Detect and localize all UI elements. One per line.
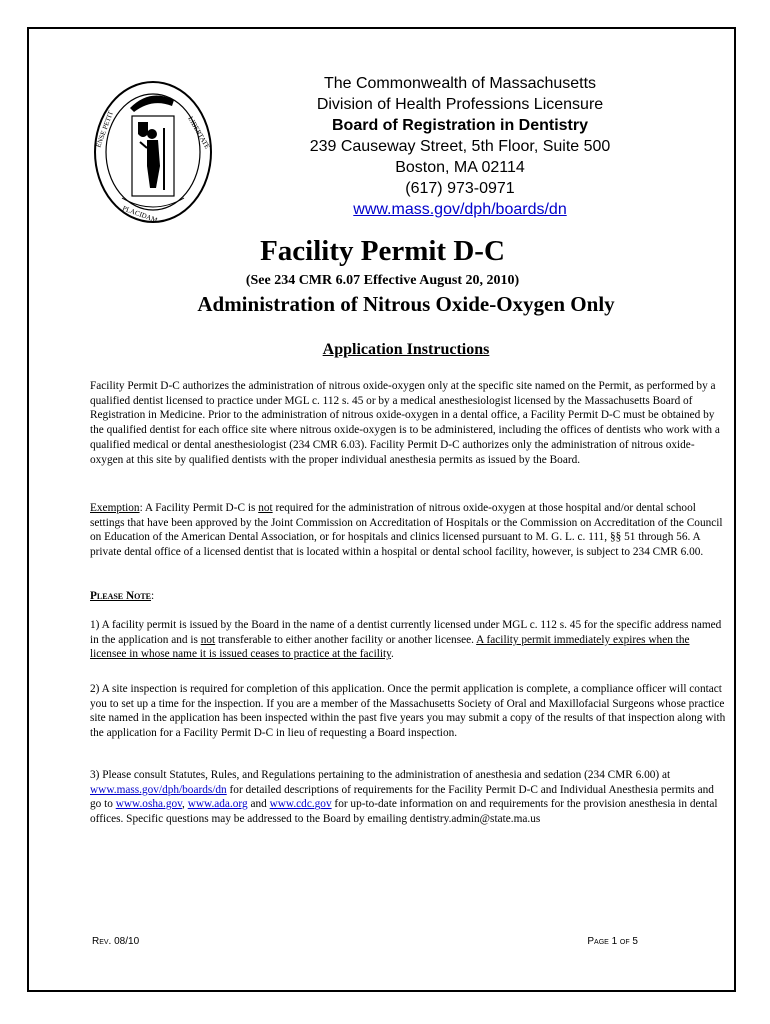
note-1-text: 1) A facility permit is issued by the Board in the name of a dentist currently licensed under MGL c. 112 s. 45 for the specific address named in the application and is <box>90 619 722 646</box>
header-board: Board of Registration in Dentistry <box>331 117 589 134</box>
header-city: Boston, MA 02114 <box>395 159 525 176</box>
svg-text:PLACIDAM: PLACIDAM <box>121 204 159 224</box>
please-note-colon: : <box>151 590 155 602</box>
instructions-heading: Application Instructions <box>322 341 490 358</box>
header-division: Division of Health Professions Licensure <box>316 96 604 113</box>
note-3-text-end: for up-to-date information on and requirements for the provision anesthesia in dental offices. Specific questions may be addressed to the Board by emailing dentistry.admin@state.ma.us <box>90 798 718 826</box>
svg-text:ENSE PETIT: ENSE PETIT <box>94 109 115 149</box>
ada-link[interactable]: www.ada.org <box>187 798 248 811</box>
note-3-text-continued: for detailed descriptions of requirements for the Facility Permit D-C and Individual Anesthesia permits and go to <box>90 783 714 811</box>
note-1-text-continued: transferable to either another facility or another licensee. <box>215 633 477 646</box>
header-commonwealth: The Commonwealth of Massachusetts <box>323 75 597 92</box>
footer-page-number: Page 1 of 5 <box>587 936 638 947</box>
please-note-label: Please Note <box>90 590 152 602</box>
intro-paragraph: Facility Permit D-C authorizes the administration of nitrous oxide-oxygen only at the specific site named on the Permit, as performed by a qualified dentist licensed to practice under MGL c. 112 s. 45 or by a medical anesthesiologist licensed by the Massachusetts Board of Registration in Medicine. Prior to the administration of nitrous oxide-oxygen in a dental office, a Facility Permit D-C must be obtained by the qualified dentist for each office site where nitrous oxide-oxygen is to be administered, including the offices of dentists who work with a qualified medical or dental anesthesiologist (234 CMR 6.03). Facility Permit D-C authorizes only the administration of nitrous oxide-oxygen at this site by qualified dentists with the proper individual anesthesia permits as issued by the Board. <box>90 380 720 466</box>
cdc-link[interactable]: www.cdc.gov <box>269 798 332 811</box>
page-title: Facility Permit D-C <box>260 235 505 267</box>
note-1-paragraph <box>90 618 726 662</box>
agency-header <box>230 73 690 220</box>
note-1-underlined: A facility permit immediately expires when the licensee in whose name it is issued ceases to practice at the facility <box>90 633 690 661</box>
exemption-text-continued: required for the administration of nitrous oxide-oxygen at those hospital and/or dental school settings that have been approved by the Joint Commission on Accreditation of Hospitals or the Commission on Accreditation of the Council on Education of the American Dental Association, or for hospitals and clinics licensed pursuant to M. G. L. c. 111, §§ 51 through 56. A private dental office of a licensed dentist that is located within a hospital or dental school facility, however, is subject to 234 CMR 6.00. <box>90 502 723 559</box>
header-address: 239 Causeway Street, 5th Floor, Suite 500 <box>309 138 611 155</box>
exemption-not: not <box>258 502 273 514</box>
note-3-text: 3) Please consult Statutes, Rules, and Regulations pertaining to the administration of anesthesia and sedation (234 CMR 6.00) at <box>90 769 671 781</box>
mass-gov-link[interactable]: www.mass.gov/dph/boards/dn <box>90 783 227 796</box>
please-note-heading <box>90 589 726 604</box>
note-3-separator-1: , <box>182 798 188 811</box>
svg-text:LIBERTATE: LIBERTATE <box>186 115 212 151</box>
header-website-link[interactable]: www.mass.gov/dph/boards/dn <box>353 201 567 218</box>
osha-link[interactable]: www.osha.gov <box>115 798 183 811</box>
header-phone: (617) 973-0971 <box>405 180 515 197</box>
note-2-paragraph: 2) A site inspection is required for completion of this application. Once the permit application is complete, a compliance officer will contact you to set up a time for the inspection. If you are a member of the Massachusetts Society of Oral and Maxillofacial Surgeons whose practice site named in the application has been inspected within the past five years you may submit a copy of the results of that inspection along with the application for a Facility Permit D-C in lieu of requesting a Board inspection. <box>90 683 726 740</box>
exemption-paragraph <box>90 501 726 560</box>
massachusetts-seal-logo <box>92 78 214 224</box>
note-1-end: . <box>391 648 394 661</box>
exemption-text: : A Facility Permit D-C is <box>139 502 259 514</box>
note-3-paragraph <box>90 768 726 827</box>
note-3-separator-2: and <box>247 798 270 811</box>
footer-revision: Rev. 08/10 <box>92 936 140 947</box>
note-1-not: not <box>200 633 216 646</box>
exemption-label: Exemption <box>90 502 140 514</box>
page-title-secondary: Administration of Nitrous Oxide-Oxygen Only <box>197 292 615 316</box>
page-subtitle: (See 234 CMR 6.07 Effective August 20, 2010) <box>245 273 520 288</box>
